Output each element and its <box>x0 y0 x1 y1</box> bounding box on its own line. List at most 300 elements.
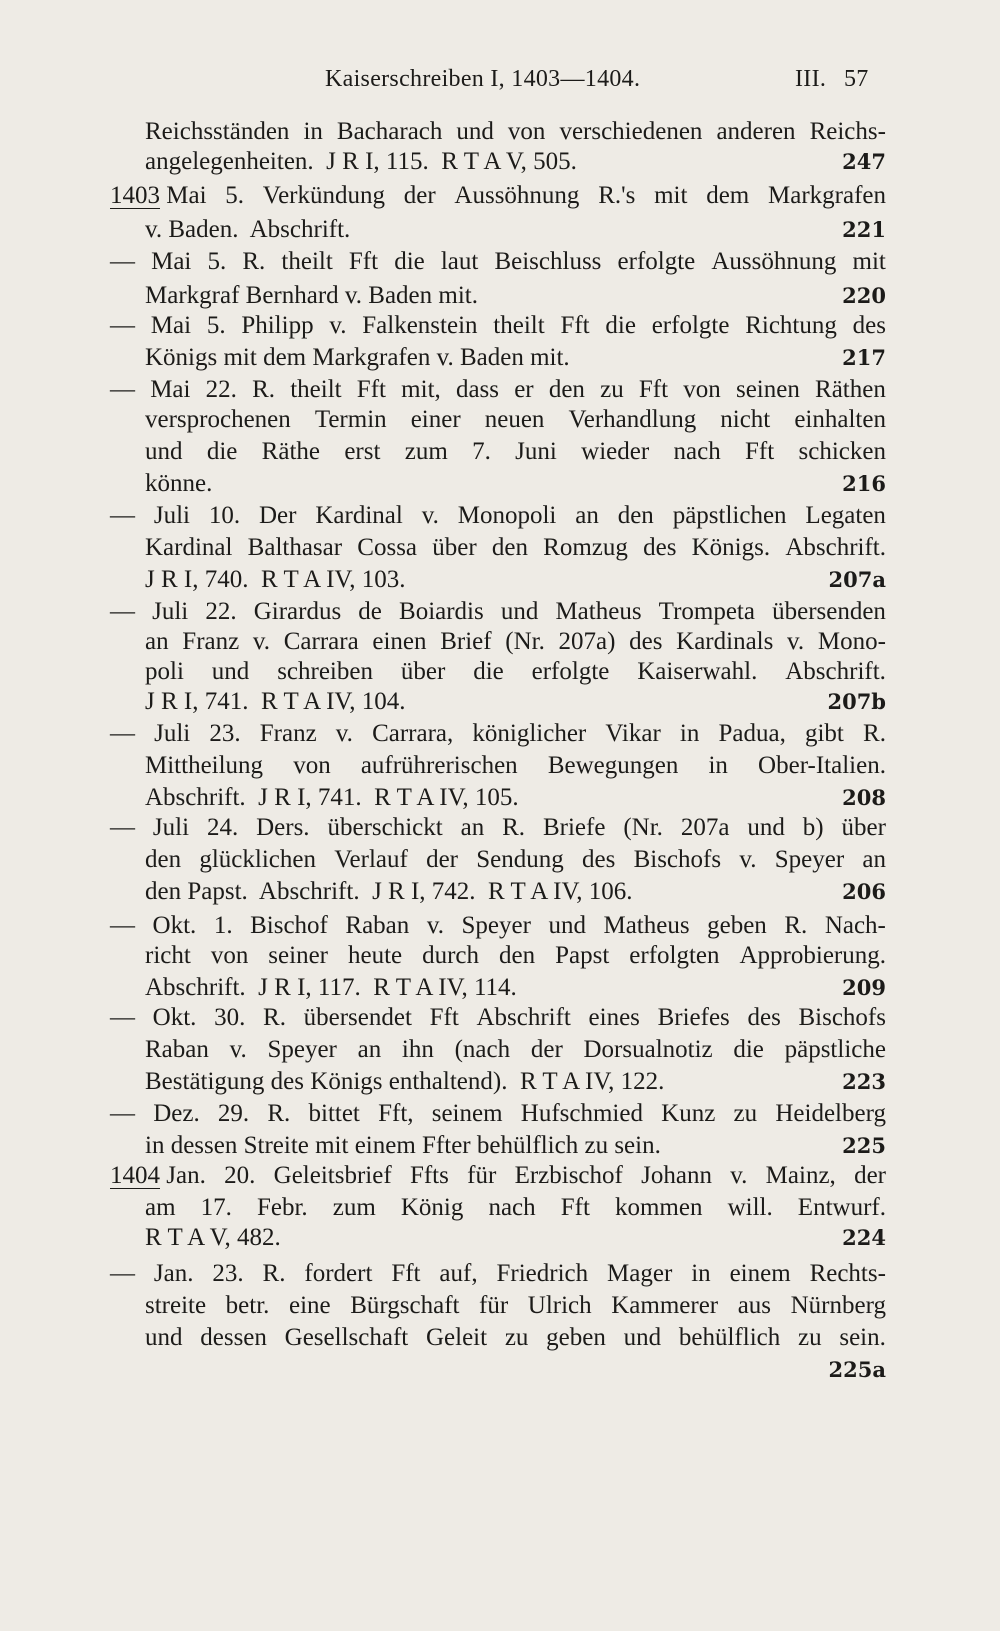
word: 7. <box>472 438 491 465</box>
word: zum <box>332 1194 376 1221</box>
word: Speyer <box>267 1036 337 1063</box>
text-line <box>145 147 886 177</box>
word: die <box>394 248 425 275</box>
word: des <box>582 846 616 873</box>
word: Bischofs <box>798 1004 886 1031</box>
word: Kaiserwahl. <box>637 658 758 685</box>
word: will. <box>727 1194 773 1221</box>
word: laut <box>440 248 479 275</box>
word: Fft <box>560 312 590 339</box>
word: neuen <box>484 406 545 433</box>
word: Richtung <box>745 312 837 339</box>
word: 29. <box>217 1100 250 1127</box>
word: Erzbischof <box>514 1162 623 1189</box>
word: richt <box>145 942 191 969</box>
word: Briefe <box>542 814 606 841</box>
word: in <box>679 720 700 747</box>
word: — <box>110 912 135 939</box>
word: behülflich <box>678 1324 781 1351</box>
word: aus <box>737 1292 772 1319</box>
word: Romzug <box>543 534 628 561</box>
entry-number: 223 <box>842 1069 886 1094</box>
word: — <box>110 1100 135 1127</box>
word: und <box>548 912 586 939</box>
word: erfolgte <box>651 312 730 339</box>
word: — <box>110 720 135 747</box>
entry-number: 209 <box>842 975 886 1000</box>
entry-number: 208 <box>842 785 886 810</box>
word: Juni <box>515 438 557 465</box>
word: König <box>400 1194 464 1221</box>
line-text: könne. <box>145 470 213 497</box>
word: geben <box>546 1324 606 1351</box>
word: R.'s <box>598 182 636 209</box>
word: Rechts- <box>809 1260 886 1287</box>
text-line <box>110 501 886 531</box>
word: des <box>643 534 677 561</box>
text-line <box>145 1131 886 1161</box>
word: nach <box>673 438 721 465</box>
word: Raban <box>145 1036 209 1063</box>
word: die <box>605 312 636 339</box>
word: (nach <box>454 1036 511 1063</box>
entry-number: 206 <box>842 879 886 904</box>
word: Aussöhnung <box>454 182 580 209</box>
text-line <box>145 657 886 687</box>
text-line <box>145 1223 886 1253</box>
word: Briefes <box>657 1004 730 1031</box>
word: des <box>747 1004 781 1031</box>
text-line <box>145 687 886 717</box>
word: R. <box>267 1100 291 1127</box>
word: für <box>467 1162 497 1189</box>
word: Approbierung. <box>739 942 886 969</box>
word: Heidelberg <box>775 1100 886 1127</box>
word: 5. <box>225 182 245 209</box>
text-line <box>145 1193 886 1223</box>
line-text: Abschrift. J R I, 117. R T A IV, 114. <box>145 974 517 1001</box>
word: R. <box>242 248 266 275</box>
word: zu <box>733 1100 758 1127</box>
word: des <box>852 312 886 339</box>
word: R. <box>262 1260 286 1287</box>
text-line <box>110 1161 886 1191</box>
word: Bewegungen <box>547 752 679 779</box>
word: 207a <box>680 814 730 841</box>
word: Der <box>259 502 297 529</box>
word: an <box>145 628 169 655</box>
word: Raban <box>345 912 410 939</box>
word: Mono- <box>817 628 886 655</box>
word: zu <box>600 376 624 403</box>
text-line <box>145 215 886 245</box>
word: Markgrafen <box>768 182 886 209</box>
word: der <box>426 846 458 873</box>
word: seiner <box>268 942 328 969</box>
word: zu <box>504 1324 529 1351</box>
word: 207a) <box>558 628 616 655</box>
text-line <box>145 1323 886 1353</box>
word: Sendung <box>476 846 564 873</box>
entry-number: 207a <box>828 567 886 592</box>
word: v. <box>787 628 805 655</box>
text-line <box>145 117 886 147</box>
word: 22. <box>205 598 237 625</box>
text-line <box>145 281 886 311</box>
text-line <box>110 1099 886 1129</box>
word: Trompeta <box>658 598 755 625</box>
word: Ders. <box>256 814 310 841</box>
word: einhalten <box>794 406 886 433</box>
word: fordert <box>304 1260 373 1287</box>
year-label: 1404 Jan. <box>110 1162 206 1189</box>
word: erfolgte <box>531 658 610 685</box>
text-line <box>145 469 886 499</box>
word: Entwurf. <box>797 1194 886 1221</box>
word: 23. <box>212 1260 244 1287</box>
word: Räthen <box>815 376 886 403</box>
word: Legaten <box>805 502 886 529</box>
word: Okt. <box>152 1004 197 1031</box>
text-line <box>145 877 886 907</box>
word: 10. <box>208 502 241 529</box>
word: — <box>110 376 135 403</box>
word: einer <box>410 406 461 433</box>
word: den <box>145 846 182 873</box>
word: — <box>110 814 135 841</box>
word: übersenden <box>772 598 886 625</box>
word: sein. <box>839 1324 886 1351</box>
word: auf, <box>439 1260 478 1287</box>
word: an <box>575 502 599 529</box>
word: Jan. <box>153 1260 194 1287</box>
word: aufrührerischen <box>360 752 518 779</box>
word: (Nr. <box>623 814 663 841</box>
line-text: J R I, 740. R T A IV, 103. <box>145 566 406 593</box>
word: de <box>358 598 382 625</box>
word: der <box>854 1162 886 1189</box>
word: Fft <box>348 248 379 275</box>
word: Febr. <box>256 1194 308 1221</box>
word: und <box>747 814 785 841</box>
word: Friedrich <box>496 1260 589 1287</box>
text-line <box>145 941 886 971</box>
line-text: Bestätigung des Königs enthaltend). R T A IV, 122. <box>145 1068 665 1095</box>
entry-number: 225a <box>828 1357 886 1382</box>
word: den <box>548 376 585 403</box>
text-line <box>145 627 886 657</box>
line-text: R T A V, 482. <box>145 1224 281 1251</box>
word: Speyer <box>461 912 531 939</box>
word: Fft <box>638 376 669 403</box>
word: Aussöhnung <box>711 248 837 275</box>
word: — <box>110 598 135 625</box>
word: erfolgten <box>629 942 720 969</box>
word: für <box>479 1292 509 1319</box>
word: und <box>145 1324 183 1351</box>
word: glücklichen <box>199 846 316 873</box>
word: Ulrich <box>527 1292 592 1319</box>
text-line <box>145 973 886 1003</box>
text-line <box>145 343 886 373</box>
line-text: den Papst. Abschrift. J R I, 742. R T A IV, 106. <box>145 878 633 905</box>
word: Königs. <box>691 534 771 561</box>
word: wieder <box>581 438 650 465</box>
word: über <box>400 658 446 685</box>
word: Juli <box>152 598 189 625</box>
word: R. <box>784 912 808 939</box>
word: Kardinal <box>145 534 233 561</box>
word: von <box>507 118 546 145</box>
word: durch <box>422 942 480 969</box>
word: Reichs- <box>809 118 886 145</box>
word: die <box>206 438 238 465</box>
word: Räthe <box>261 438 320 465</box>
word: R. <box>263 1004 286 1031</box>
word: Mai <box>150 312 192 339</box>
word: streite <box>145 1292 207 1319</box>
word: und <box>623 1324 662 1351</box>
word: Mager <box>607 1260 673 1287</box>
entry-number: 247 <box>842 149 886 174</box>
word: Verhandlung <box>568 406 697 433</box>
line-text: angelegenheiten. J R I, 115. R T A V, 505. <box>145 148 577 175</box>
word: Fft <box>356 376 386 403</box>
word: Reichsständen <box>145 118 290 145</box>
word: die <box>733 1036 764 1063</box>
word: Mainz, <box>765 1162 836 1189</box>
word: mit <box>654 182 688 209</box>
word: Mittheilung <box>145 752 264 779</box>
text-line <box>145 533 886 563</box>
word: Kunz <box>661 1100 716 1127</box>
entry-number: 221 <box>842 217 886 242</box>
text-line <box>145 437 886 467</box>
word: einen <box>372 628 427 655</box>
word: Juli <box>154 720 191 747</box>
word: v. <box>335 720 353 747</box>
word: 24. <box>206 814 239 841</box>
word: Cossa <box>357 534 418 561</box>
text-line <box>110 375 886 405</box>
word: Carrara <box>283 628 359 655</box>
text-line <box>110 247 886 277</box>
word: Speyer <box>774 846 845 873</box>
word: — <box>110 312 135 339</box>
word: Fft, <box>378 1100 414 1127</box>
word: kommen <box>614 1194 703 1221</box>
word: den <box>491 534 528 561</box>
word: dass <box>455 376 500 403</box>
word: geben <box>707 912 767 939</box>
word: — <box>110 1260 135 1287</box>
word: 30. <box>214 1004 246 1031</box>
word: nach <box>488 1194 536 1221</box>
word: an <box>460 814 485 841</box>
text-line <box>110 597 886 627</box>
word: 20. <box>224 1162 256 1189</box>
word: Gesellschaft <box>284 1324 409 1351</box>
word: Balthasar <box>247 534 343 561</box>
word: Fft <box>560 1194 590 1221</box>
word: 5. <box>207 248 227 275</box>
word: Verkündung <box>262 182 385 209</box>
entry-number: 216 <box>842 471 886 496</box>
word: 5. <box>206 312 226 339</box>
word: Nürnberg <box>790 1292 886 1319</box>
word: seinen <box>735 376 800 403</box>
word: in <box>691 1260 711 1287</box>
entry-number: 224 <box>842 1225 886 1250</box>
entry-number: 217 <box>842 345 886 370</box>
word: Falkenstein <box>362 312 478 339</box>
word: von <box>293 752 331 779</box>
word: Kardinal <box>315 502 403 529</box>
word: ihn <box>401 1036 434 1063</box>
word: Kammerer <box>611 1292 719 1319</box>
word: — <box>110 502 135 529</box>
word: den <box>617 502 654 529</box>
text-line <box>145 405 886 435</box>
word: Matheus <box>603 912 690 939</box>
word: Fft <box>429 1004 459 1031</box>
word: Girardus <box>253 598 342 625</box>
text-line <box>110 311 886 341</box>
word: Abschrift <box>476 1004 571 1031</box>
word: überschickt <box>327 814 443 841</box>
text-line <box>145 1291 886 1321</box>
text-line <box>110 813 886 843</box>
word: der <box>403 182 436 209</box>
text-line <box>110 181 886 211</box>
word: der <box>530 1036 563 1063</box>
word: und <box>500 598 539 625</box>
word: 22. <box>205 376 237 403</box>
word: Franz <box>182 628 240 655</box>
word: über <box>432 534 477 561</box>
line-text: Königs mit dem Markgrafen v. Baden mit. <box>145 344 570 371</box>
word: gibt <box>804 720 844 747</box>
word: v. <box>329 312 347 339</box>
word: einem <box>729 1260 791 1287</box>
word: an <box>862 846 886 873</box>
word: Philipp <box>241 312 314 339</box>
word: Mai <box>150 376 191 403</box>
word: erst <box>344 438 381 465</box>
word: bittet <box>308 1100 360 1127</box>
page-number: 57 <box>844 66 869 92</box>
word: poli <box>145 658 184 685</box>
word: dessen <box>200 1324 267 1351</box>
word: schreiben <box>277 658 373 685</box>
text-line <box>110 911 886 941</box>
word: nicht <box>720 406 771 433</box>
entry-number: 207b <box>827 689 886 714</box>
text-line <box>145 1067 886 1097</box>
word: Abschrift. <box>785 534 886 561</box>
word: v. <box>421 502 439 529</box>
word: anderen <box>716 118 796 145</box>
word: Dez. <box>153 1100 200 1127</box>
word: Bischofs <box>633 846 722 873</box>
word: Okt. <box>152 912 197 939</box>
word: Geleitsbrief <box>273 1162 392 1189</box>
word: v. <box>426 912 444 939</box>
word: königlicher <box>472 720 587 747</box>
word: eine <box>289 1292 331 1319</box>
text-line <box>110 1259 886 1289</box>
text-line <box>145 565 886 595</box>
text-line <box>145 1035 886 1065</box>
word: von <box>683 376 721 403</box>
section-number: III. <box>795 66 827 92</box>
word: und <box>211 658 250 685</box>
word: Juli <box>153 502 190 529</box>
word: die <box>473 658 504 685</box>
word: päpstlichen <box>672 502 787 529</box>
word: Hufschmied <box>520 1100 643 1127</box>
word: Kardinals <box>676 628 774 655</box>
word: und <box>456 118 494 145</box>
word: Bacharach <box>336 118 443 145</box>
word: Beischluss <box>494 248 602 275</box>
word: in <box>708 752 728 779</box>
word: Papst <box>555 942 610 969</box>
word: Ffts <box>409 1162 449 1189</box>
word: seinem <box>431 1100 503 1127</box>
text-line <box>145 1355 886 1385</box>
word: R. <box>502 814 526 841</box>
text-line <box>110 719 886 749</box>
word: den <box>499 942 536 969</box>
word: übersendet <box>303 1004 412 1031</box>
word: Nach- <box>824 912 886 939</box>
word: Fft <box>745 438 775 465</box>
word: schicken <box>798 438 886 465</box>
word: mit, <box>401 376 441 403</box>
word: Monopoli <box>457 502 557 529</box>
word: dem <box>706 182 750 209</box>
word: versprochenen <box>145 406 291 433</box>
word: Vikar <box>605 720 661 747</box>
word: Brief <box>440 628 492 655</box>
entry-number: 225 <box>842 1133 886 1158</box>
year-label: 1403 Mai <box>110 182 207 209</box>
line-text: Abschrift. J R I, 741. R T A IV, 105. <box>145 784 519 811</box>
word: 17. <box>200 1194 232 1221</box>
word: Padua, <box>718 720 786 747</box>
word: Abschrift. <box>785 658 886 685</box>
word: Carrara, <box>372 720 454 747</box>
word: — <box>110 1004 135 1031</box>
text-line <box>110 1003 886 1033</box>
word: zum <box>404 438 448 465</box>
word: zu <box>797 1324 822 1351</box>
word: über <box>841 814 886 841</box>
word: heute <box>347 942 403 969</box>
word: am <box>145 1194 176 1221</box>
word: Termin <box>314 406 387 433</box>
word: Fft <box>391 1260 421 1287</box>
text-line <box>145 783 886 813</box>
word: eines <box>588 1004 640 1031</box>
word: (Nr. <box>505 628 545 655</box>
line-text: Markgraf Bernhard v. Baden mit. <box>145 282 478 309</box>
word: an <box>357 1036 382 1063</box>
word: v. <box>229 1036 247 1063</box>
word: von <box>210 942 249 969</box>
line-text: v. Baden. Abschrift. <box>145 216 351 243</box>
